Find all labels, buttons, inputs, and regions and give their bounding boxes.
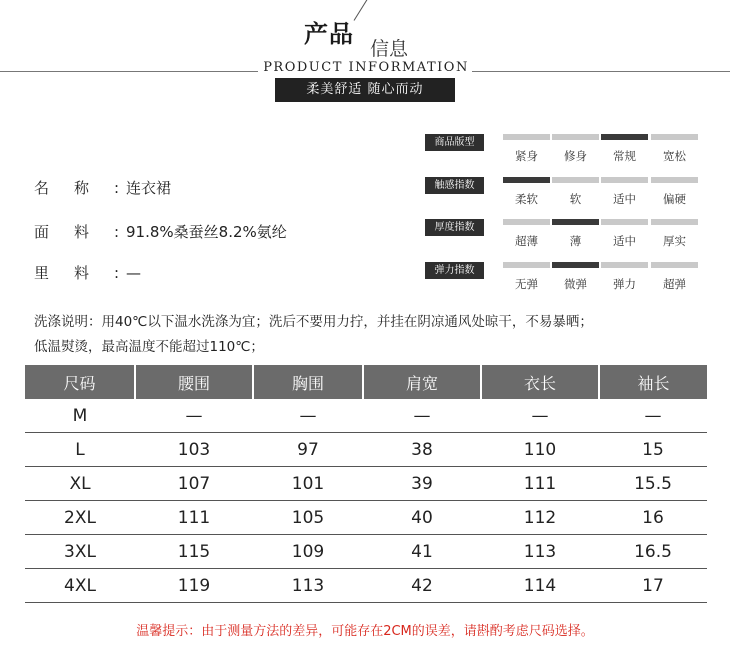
measurement-cell: 15 (599, 433, 707, 467)
attribute-bar (601, 177, 648, 183)
attribute-option (651, 219, 698, 249)
measurement-cell: — (135, 399, 253, 433)
attribute-bar (503, 262, 550, 268)
measurement-cell: 113 (481, 535, 599, 569)
measurement-cell: 39 (363, 467, 481, 501)
attribute-option (552, 219, 599, 249)
size-table-header-row (25, 365, 707, 399)
info-row-fabric (34, 221, 287, 242)
attribute-option-label: 弹力 (613, 277, 636, 291)
table-row (25, 501, 707, 535)
attribute-option (651, 177, 698, 207)
measurement-cell: — (599, 399, 707, 433)
attribute-bar-selected (601, 134, 648, 140)
attribute-bar (651, 262, 698, 268)
attribute-option (601, 177, 648, 207)
info-value: 91.8%桑蚕丝8.2%氨纶 (126, 223, 287, 241)
measurement-cell: 15.5 (599, 467, 707, 501)
size-table-header-cell: 腰围 (135, 365, 253, 399)
attribute-option-label: 无弹 (515, 277, 538, 291)
attribute-option-label: 修身 (564, 149, 587, 163)
header-rule-right (472, 71, 730, 72)
page-subtitle: 信息 (370, 38, 409, 60)
attribute-bar (651, 177, 698, 183)
attribute-bar-selected (503, 177, 550, 183)
measurement-cell: 109 (253, 535, 363, 569)
info-row-name (34, 177, 171, 198)
attribute-option-label: 柔软 (515, 192, 538, 206)
size-label-cell: XL (25, 467, 135, 501)
size-label-cell: 3XL (25, 535, 135, 569)
attribute-option (503, 177, 550, 207)
attribute-bar-selected (552, 219, 599, 225)
header-rule-left (0, 71, 258, 72)
attribute-label: 弹力指数 (425, 262, 484, 279)
size-table-header-cell: 袖长 (599, 365, 707, 399)
attribute-option-label: 偏硬 (663, 192, 686, 206)
info-key-char1: 面 (34, 223, 50, 241)
measurement-cell: 101 (253, 467, 363, 501)
table-row (25, 467, 707, 501)
attribute-option (601, 134, 648, 164)
measurement-tip: 温馨提示：由于测量方法的差异，可能存在2CM的误差，请斟酌考虑尺码选择。 (136, 624, 594, 639)
attribute-option (552, 177, 599, 207)
attribute-option (651, 134, 698, 164)
wash-instructions-line1: 洗涤说明：用40℃以下温水洗涤为宜；洗后不要用力拧，并挂在阴凉通风处晾干，不易暴晒； (34, 314, 593, 330)
measurement-cell: 16 (599, 501, 707, 535)
attribute-option (503, 134, 550, 164)
attribute-bar (651, 219, 698, 225)
page-title: 产品 (304, 20, 354, 48)
measurement-cell: 115 (135, 535, 253, 569)
attribute-option (503, 219, 550, 249)
table-row (25, 569, 707, 603)
measurement-cell: — (481, 399, 599, 433)
attribute-option-label: 薄 (569, 234, 582, 248)
measurement-cell: 107 (135, 467, 253, 501)
table-row (25, 433, 707, 467)
measurement-cell: 111 (481, 467, 599, 501)
measurement-cell: 17 (599, 569, 707, 603)
size-label-cell: M (25, 399, 135, 433)
size-table (25, 365, 707, 603)
measurement-cell: 103 (135, 433, 253, 467)
attribute-label: 商品版型 (425, 134, 484, 151)
info-key-char1: 里 (34, 264, 50, 282)
info-value: 连衣裙 (126, 179, 172, 197)
info-key-char2: 料 (74, 264, 90, 282)
measurement-cell: 114 (481, 569, 599, 603)
measurement-cell: 38 (363, 433, 481, 467)
wash-instructions-line2: 低温熨烫，最高温度不能超过110℃； (34, 339, 264, 355)
attribute-option-label: 宽松 (663, 149, 686, 163)
measurement-cell: 40 (363, 501, 481, 535)
attribute-option (601, 219, 648, 249)
attribute-option (601, 262, 648, 292)
attribute-bar (552, 134, 599, 140)
attribute-option (503, 262, 550, 292)
attribute-option-label: 适中 (613, 234, 636, 248)
info-colon: : (114, 178, 120, 197)
info-key-char1: 名 (34, 179, 50, 197)
size-label-cell: 2XL (25, 501, 135, 535)
measurement-cell: 105 (253, 501, 363, 535)
table-row (25, 535, 707, 569)
measurement-cell: 97 (253, 433, 363, 467)
slogan-banner: 柔美舒适 随心而动 (275, 78, 455, 102)
attribute-option-label: 紧身 (515, 149, 538, 163)
info-value: — (126, 263, 141, 282)
attribute-label: 厚度指数 (425, 219, 484, 236)
attribute-bar (601, 219, 648, 225)
measurement-cell: 112 (481, 501, 599, 535)
table-row (25, 399, 707, 433)
info-colon: : (114, 222, 120, 241)
measurement-cell: 113 (253, 569, 363, 603)
attribute-label: 触感指数 (425, 177, 484, 194)
size-table-body (25, 399, 707, 603)
measurement-cell: — (363, 399, 481, 433)
size-label-cell: 4XL (25, 569, 135, 603)
info-row-lining (34, 262, 141, 283)
info-key-char2: 称 (74, 179, 90, 197)
attribute-option-label: 微弹 (564, 277, 587, 291)
attribute-option-label: 超薄 (515, 234, 538, 248)
attribute-option-label: 适中 (613, 192, 636, 206)
info-key-char2: 料 (74, 223, 90, 241)
info-colon: : (114, 263, 120, 282)
attribute-bar (651, 134, 698, 140)
measurement-cell: 16.5 (599, 535, 707, 569)
size-table-header-cell: 尺码 (25, 365, 135, 399)
attribute-option (552, 134, 599, 164)
measurement-cell: 119 (135, 569, 253, 603)
attribute-option-label: 厚实 (663, 234, 686, 248)
attribute-option-label: 常规 (613, 149, 636, 163)
size-table-header-cell: 胸围 (253, 365, 363, 399)
attribute-option-label: 软 (569, 192, 582, 206)
attribute-bar (552, 177, 599, 183)
size-label-cell: L (25, 433, 135, 467)
attribute-bar (503, 134, 550, 140)
measurement-cell: — (253, 399, 363, 433)
attribute-bar (503, 219, 550, 225)
size-table-header-cell: 肩宽 (363, 365, 481, 399)
attribute-option-label: 超弹 (663, 277, 686, 291)
measurement-cell: 41 (363, 535, 481, 569)
title-slash-divider (354, 0, 371, 21)
measurement-cell: 110 (481, 433, 599, 467)
measurement-cell: 111 (135, 501, 253, 535)
attribute-option (552, 262, 599, 292)
attribute-option (651, 262, 698, 292)
attribute-bar-selected (552, 262, 599, 268)
english-title: PRODUCT INFORMATION (263, 60, 469, 75)
size-table-header-cell: 衣长 (481, 365, 599, 399)
measurement-cell: 42 (363, 569, 481, 603)
attribute-bar (601, 262, 648, 268)
